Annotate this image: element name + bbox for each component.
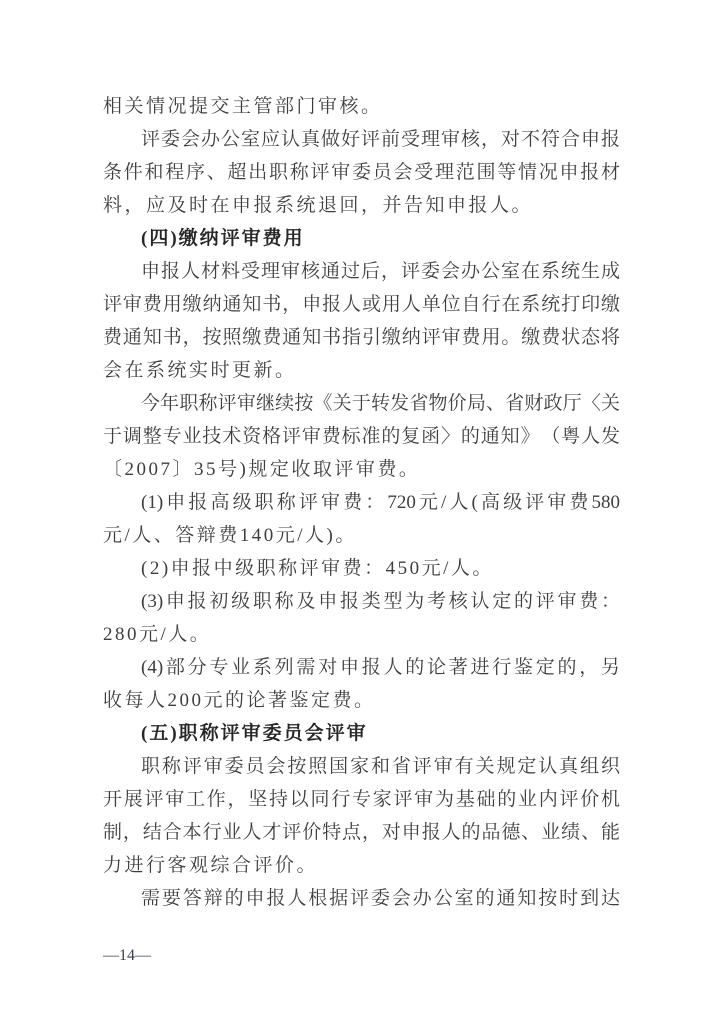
section-heading-committee: (五)职称评审委员会评审 [141, 723, 368, 744]
text-line: 〔2007〕35号)规定收取评审费。 [103, 459, 421, 480]
page-number: —14— [103, 947, 151, 964]
text-line: 相关情况提交主管部门审核。 [103, 96, 383, 117]
fee-item-appraisal: (4)部分专业系列需对申报人的论著进行鉴定的，另 [141, 657, 620, 678]
text-line: 今年职称评审继续按《关于转发省物价局、省财政厅〈关 [141, 393, 620, 414]
text-line: 于调整专业技术资格评审费标准的复函〉的通知》 （粤人发 [103, 426, 620, 447]
document-body [103, 90, 620, 915]
text-line: 料，应及时在申报系统退回，并告知申报人。 [103, 195, 534, 216]
text-line: 条件和程序、超出职称评审委员会受理范围等情况申报材 [103, 162, 620, 183]
text-line: 费通知书，按照缴费通知书指引缴纳评审费用。缴费状态将 [103, 327, 620, 348]
fee-item-junior: (3)申报初级职称及申报类型为考核认定的评审费： [141, 591, 620, 612]
fee-item-senior: (1)申报高级职称评审费：720元/人(高级评审费580 [141, 492, 620, 513]
text-line: 申报人材料受理审核通过后，评委会办公室在系统生成 [141, 261, 620, 282]
text-line: 开展评审工作，坚持以同行专家评审为基础的业内评价机 [103, 789, 620, 810]
text-line: 280元/人。 [103, 624, 212, 645]
text-line: 需要答辩的申报人根据评委会办公室的通知按时到达 [141, 888, 620, 909]
text-line: 会在系统实时更新。 [103, 360, 297, 381]
text-line: 评审费用缴纳通知书，申报人或用人单位自行在系统打印缴 [103, 294, 620, 315]
text-line: 评委会办公室应认真做好评前受理审核，对不符合申报 [141, 129, 620, 150]
text-line: 收每人200元的论著鉴定费。 [103, 690, 376, 711]
text-line: 力进行客观综合评价。 [103, 855, 319, 876]
text-line: 职称评审委员会按照国家和省评审有关规定认真组织 [141, 756, 620, 777]
text-line: 元/人、答辩费140元/人)。 [103, 525, 357, 546]
fee-item-intermediate: (2)申报中级职称评审费：450元/人。 [141, 558, 494, 579]
section-heading-fees: (四)缴纳评审费用 [141, 228, 305, 249]
text-line: 制，结合本行业人才评价特点，对申报人的品德、业绩、能 [103, 822, 620, 843]
